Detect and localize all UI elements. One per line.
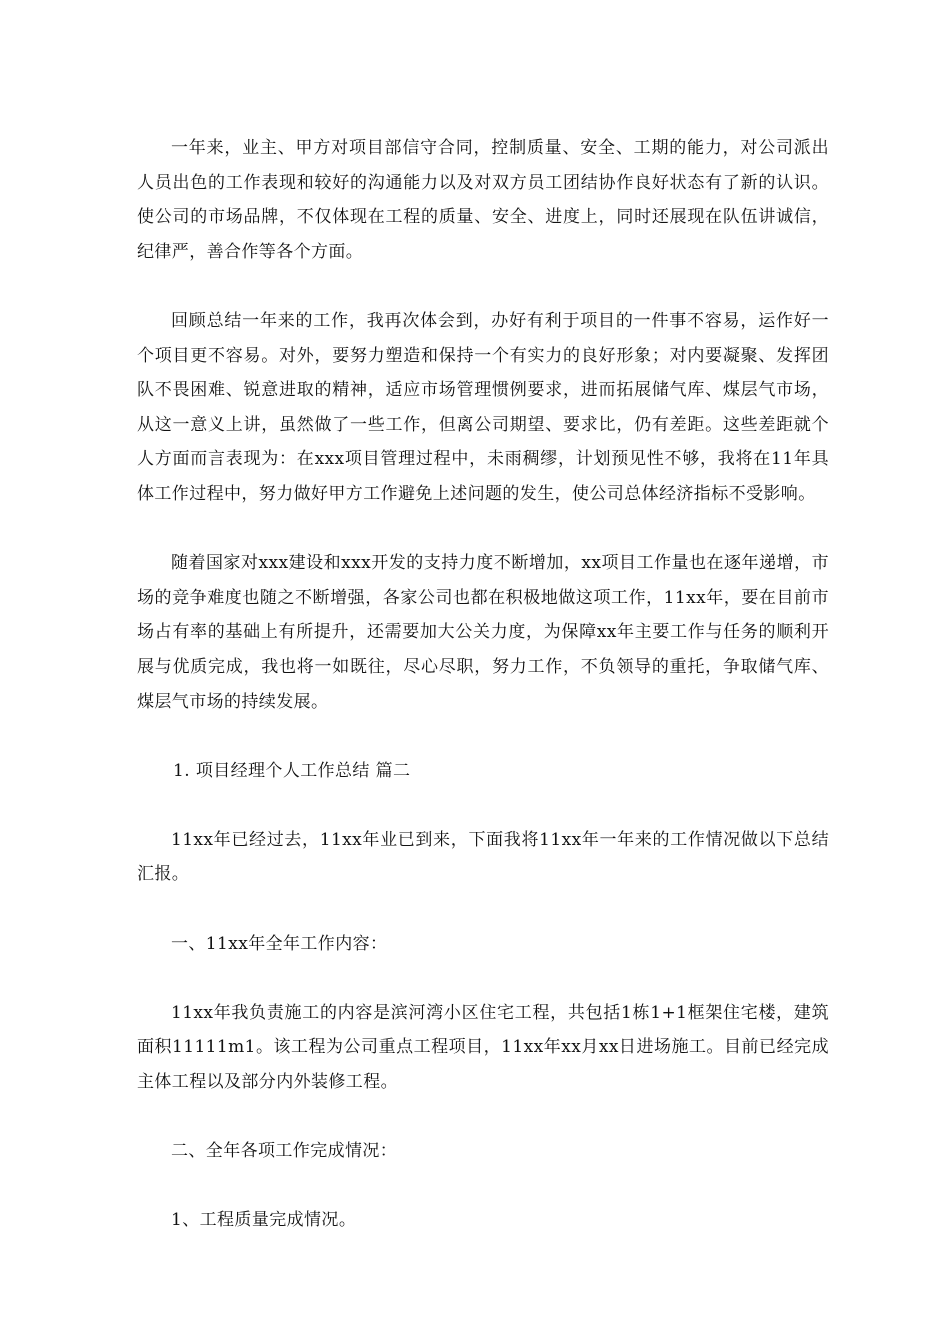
spacer (137, 961, 829, 996)
paragraph-1: 一年来，业主、甲方对项目部信守合同，控制质量、安全、工期的能力，对公司派出人员出色的工作表现和较好的沟通能力以及对双方员工团结协作良好状态有了新的认识。使公司的市场品牌，不仅体现在工程的质量、安全、进度上，同时还展现在队伍讲诚信，纪律严，善合作等各个方面。 (137, 138, 829, 262)
heading-two: 二、全年各项工作完成情况： (171, 1141, 398, 1162)
paragraph-3: 随着国家对xxx建设和xxx开发的支持力度不断增加，xx项目工作量也在逐年递增，市场的竞争难度也随之不断增强，各家公司也都在积极地做这项工作，11xx年，要在目前市场占有率的基础上有所提升，还需要加大公关力度，为保障xx年主要工作与任务的顺利开展与优质完成，我也将一如既往，尽心尽职，努力工作，不负领导的重托，争取储气库、煤层气市场的持续发展。 (137, 553, 829, 712)
spacer (137, 788, 829, 823)
intro-paragraph: 11xx年已经过去，11xx年业已到来，下面我将11xx年一年来的工作情况做以下总结汇报。 (137, 829, 829, 885)
section-title: 1. 项目经理个人工作总结 篇二 (173, 760, 411, 781)
spacer (137, 269, 829, 304)
document-page (137, 131, 829, 1238)
paragraph-2: 回顾总结一年来的工作，我再次体会到，办好有利于项目的一件事不容易，运作好一个项目更不容易。对外，要努力塑造和保持一个有实力的良好形象；对内要凝聚、发挥团队不畏困难、锐意进取的精神，适应市场管理惯例要求，进而拓展储气库、煤层气市场，从这一意义上讲，虽然做了一些工作，但离公司期望、要求比，仍有差距。这些差距就个人方面而言表现为：在xxx项目管理过程中，未雨稠缪，计划预见性不够，我将在11年具体工作过程中，努力做好甲方工作避免上述问题的发生，使公司总体经济指标不受影响。 (137, 310, 829, 504)
spacer (137, 1100, 829, 1135)
spacer (137, 719, 829, 754)
spacer (137, 1169, 829, 1204)
content-one-paragraph: 11xx年我负责施工的内容是滨河湾小区住宅工程，共包括1栋1+1框架住宅楼，建筑面积11111m1。该工程为公司重点工程项目，11xx年xx月xx日进场施工。目前已经完成主体工程以及部分内外装修工程。 (137, 1002, 829, 1093)
spacer (137, 892, 829, 927)
list-item-one: 1、工程质量完成情况。 (171, 1210, 357, 1231)
heading-one: 一、11xx年全年工作内容： (171, 933, 388, 954)
spacer (137, 512, 829, 547)
